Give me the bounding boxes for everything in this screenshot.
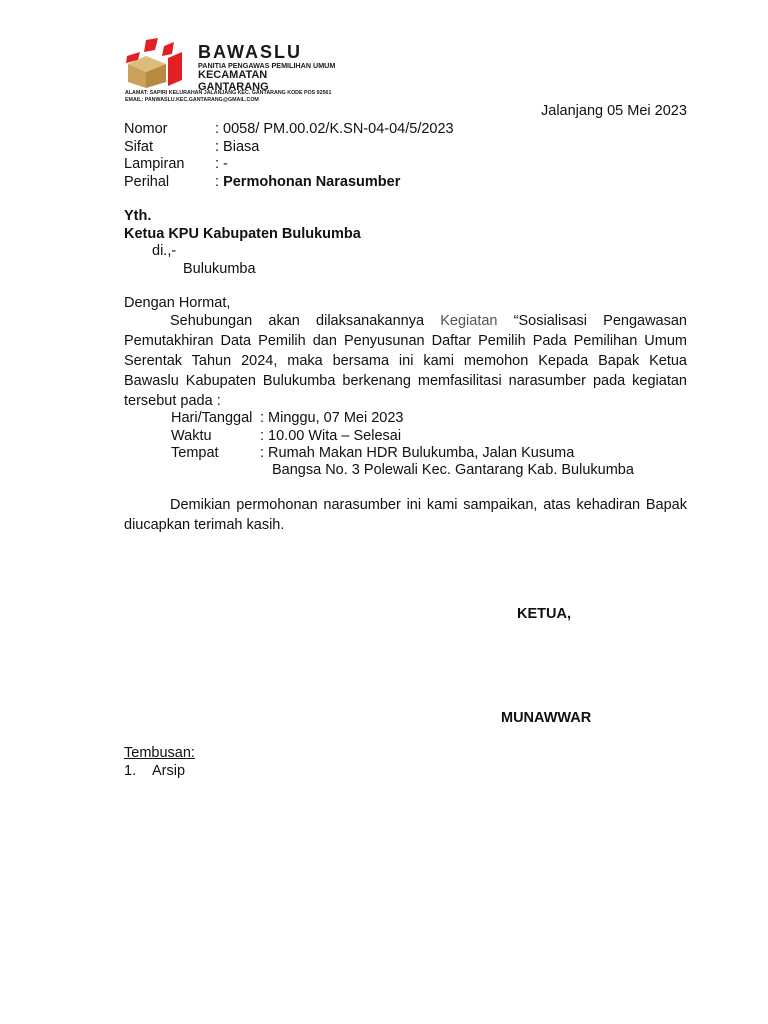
org-subtitle: PANITIA PENGAWAS PEMILIHAN UMUM: [198, 61, 336, 70]
org-name: BAWASLU: [198, 42, 302, 62]
body-text-1: Sehubungan akan dilaksanakannya: [170, 313, 441, 329]
bawaslu-logo: [124, 38, 186, 88]
field-value-lampiran: : -: [215, 156, 228, 172]
field-label-sifat: Sifat: [124, 139, 154, 155]
schedule-value-time: : 10.00 Wita – Selesai: [260, 428, 402, 444]
field-value-sifat: : Biasa: [215, 139, 260, 155]
schedule-label-time: Waktu: [171, 428, 212, 444]
body-text-3: “Sosialisasi Pengawasan Pemutakhiran Data Pemilih dan Penyusunan Daftar Pemilih Pada Pemilihan Umum Serentak Tahun 2024, maka bersama ini kami memohon Kepada Bapak Ketua Bawaslu Kabupaten Bulukumba berkenang memfasilitasi narasumber pada kegiatan tersebut pada :: [124, 313, 687, 409]
recipient-di: di.,-: [152, 243, 177, 259]
letter-date: Jalanjang 05 Mei 2023: [541, 103, 687, 119]
org-district: KECAMATAN GANTARANG: [198, 69, 269, 93]
schedule-value-place: : Rumah Makan HDR Bulukumba, Jalan Kusuma: [260, 445, 575, 461]
schedule-value-date: : Minggu, 07 Mei 2023: [260, 410, 404, 426]
schedule-label-date: Hari/Tanggal: [171, 410, 253, 426]
letterhead: [124, 38, 338, 104]
schedule-label-place: Tempat: [171, 445, 219, 461]
field-label-nomor: Nomor: [124, 121, 168, 137]
field-label-perihal: Perihal: [124, 174, 170, 190]
cc-heading: Tembusan:: [124, 745, 195, 761]
closing-text: Demikian permohonan narasumber ini kami sampaikan, atas kehadiran Bapak diucapkan terimah kasih.: [124, 497, 687, 533]
field-label-lampiran: Lampiran: [124, 156, 185, 172]
body-text-2: Kegiatan: [440, 313, 498, 329]
body-paragraph: [124, 311, 687, 411]
signature-name: MUNAWWAR: [501, 710, 592, 726]
org-address: ALAMAT: SAPIRI KELURAHAN JALANJANG KEC. GANTARANG KODE POS 92561: [125, 90, 332, 96]
greeting: Dengan Hormat,: [124, 295, 231, 311]
recipient-place: Bulukumba: [183, 261, 256, 277]
field-value-nomor: : 0058/ PM.00.02/K.SN-04-04/5/2023: [215, 121, 454, 137]
recipient-name: Ketua KPU Kabupaten Bulukumba: [124, 226, 361, 242]
cc-item-number: 1.: [124, 763, 137, 779]
perihal-colon: :: [215, 174, 224, 190]
cc-item-text: Arsip: [152, 763, 186, 779]
closing-paragraph: [124, 495, 687, 535]
org-email: EMAIL: PANWASLU.KEC.GANTARANG@GMAIL.COM: [125, 97, 259, 103]
perihal-subject: Permohonan Narasumber: [223, 174, 401, 190]
schedule-place-continuation: Bangsa No. 3 Polewali Kec. Gantarang Kab. Bulukumba: [272, 462, 634, 478]
recipient-yth: Yth.: [124, 208, 152, 224]
field-value-perihal: [215, 174, 400, 190]
signature-title: KETUA,: [517, 606, 571, 622]
